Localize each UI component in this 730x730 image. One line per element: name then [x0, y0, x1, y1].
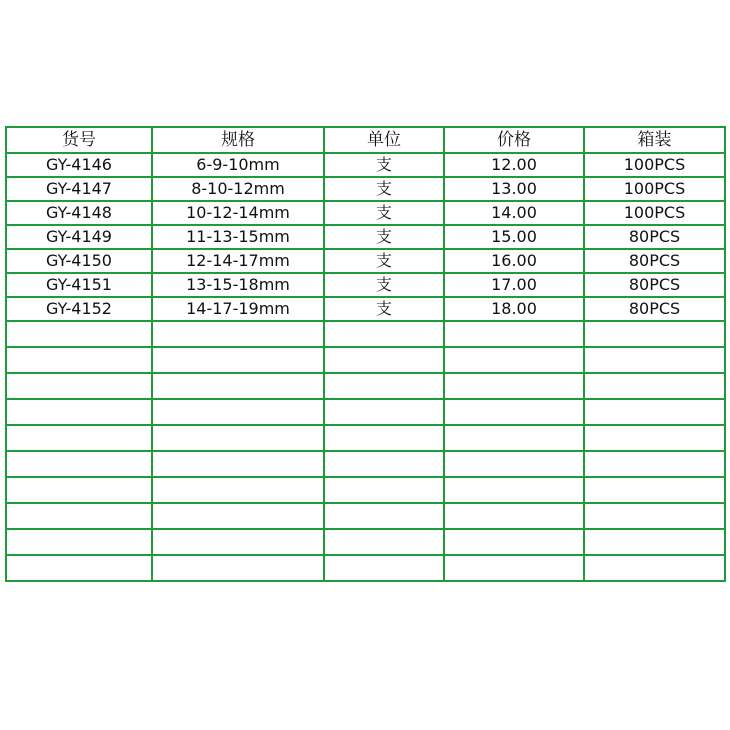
cell-price: 12.00	[444, 153, 584, 177]
cell-item-no: GY-4149	[6, 225, 152, 249]
empty-row	[6, 321, 725, 347]
cell-item-no: GY-4147	[6, 177, 152, 201]
empty-row	[6, 425, 725, 451]
empty-cell	[444, 373, 584, 399]
empty-cell	[444, 503, 584, 529]
empty-cell	[584, 477, 725, 503]
empty-cell	[584, 503, 725, 529]
empty-cell	[584, 425, 725, 451]
empty-cell	[584, 555, 725, 581]
empty-cell	[324, 425, 444, 451]
header-item-no: 货号	[6, 127, 152, 153]
cell-carton: 80PCS	[584, 225, 725, 249]
cell-unit: 支	[324, 153, 444, 177]
empty-cell	[584, 347, 725, 373]
empty-cell	[6, 425, 152, 451]
empty-row	[6, 399, 725, 425]
empty-cell	[324, 503, 444, 529]
cell-spec: 10-12-14mm	[152, 201, 324, 225]
cell-price: 15.00	[444, 225, 584, 249]
empty-row	[6, 347, 725, 373]
cell-unit: 支	[324, 249, 444, 273]
empty-cell	[324, 373, 444, 399]
empty-cell	[152, 399, 324, 425]
empty-cell	[6, 451, 152, 477]
empty-cell	[6, 399, 152, 425]
empty-cell	[444, 451, 584, 477]
cell-price: 17.00	[444, 273, 584, 297]
empty-cell	[444, 399, 584, 425]
table-row	[6, 273, 725, 297]
cell-price: 18.00	[444, 297, 584, 321]
table-row	[6, 297, 725, 321]
empty-cell	[152, 373, 324, 399]
empty-cell	[444, 425, 584, 451]
cell-carton: 100PCS	[584, 153, 725, 177]
header-spec: 规格	[152, 127, 324, 153]
cell-spec: 13-15-18mm	[152, 273, 324, 297]
cell-unit: 支	[324, 225, 444, 249]
empty-cell	[152, 555, 324, 581]
empty-cell	[6, 373, 152, 399]
empty-row	[6, 503, 725, 529]
cell-carton: 100PCS	[584, 177, 725, 201]
empty-cell	[152, 347, 324, 373]
empty-cell	[6, 347, 152, 373]
empty-cell	[584, 399, 725, 425]
header-row	[6, 127, 725, 153]
empty-cell	[324, 477, 444, 503]
empty-cell	[324, 555, 444, 581]
empty-cell	[444, 529, 584, 555]
cell-spec: 12-14-17mm	[152, 249, 324, 273]
cell-spec: 14-17-19mm	[152, 297, 324, 321]
empty-cell	[584, 529, 725, 555]
empty-cell	[584, 373, 725, 399]
cell-price: 16.00	[444, 249, 584, 273]
empty-cell	[444, 347, 584, 373]
empty-cell	[152, 503, 324, 529]
header-carton: 箱装	[584, 127, 725, 153]
empty-cell	[444, 321, 584, 347]
table-row	[6, 225, 725, 249]
cell-price: 14.00	[444, 201, 584, 225]
empty-cell	[6, 503, 152, 529]
cell-spec: 8-10-12mm	[152, 177, 324, 201]
table-row	[6, 153, 725, 177]
empty-cell	[152, 477, 324, 503]
empty-cell	[6, 555, 152, 581]
cell-carton: 100PCS	[584, 201, 725, 225]
cell-item-no: GY-4152	[6, 297, 152, 321]
cell-carton: 80PCS	[584, 297, 725, 321]
price-table	[5, 126, 726, 582]
empty-cell	[324, 451, 444, 477]
cell-unit: 支	[324, 273, 444, 297]
cell-item-no: GY-4146	[6, 153, 152, 177]
empty-cell	[324, 347, 444, 373]
empty-cell	[324, 321, 444, 347]
cell-unit: 支	[324, 297, 444, 321]
empty-row	[6, 477, 725, 503]
cell-carton: 80PCS	[584, 273, 725, 297]
empty-cell	[152, 321, 324, 347]
cell-item-no: GY-4150	[6, 249, 152, 273]
table-row	[6, 201, 725, 225]
empty-row	[6, 373, 725, 399]
empty-cell	[6, 477, 152, 503]
cell-unit: 支	[324, 177, 444, 201]
empty-row	[6, 451, 725, 477]
empty-cell	[444, 555, 584, 581]
empty-cell	[152, 529, 324, 555]
header-price: 价格	[444, 127, 584, 153]
empty-row	[6, 555, 725, 581]
empty-rows	[6, 321, 725, 581]
price-table-container	[5, 126, 724, 582]
empty-cell	[324, 399, 444, 425]
empty-cell	[6, 529, 152, 555]
table-row	[6, 177, 725, 201]
cell-item-no: GY-4151	[6, 273, 152, 297]
empty-cell	[324, 529, 444, 555]
empty-cell	[584, 321, 725, 347]
empty-row	[6, 529, 725, 555]
empty-cell	[444, 477, 584, 503]
cell-unit: 支	[324, 201, 444, 225]
cell-spec: 11-13-15mm	[152, 225, 324, 249]
empty-cell	[152, 451, 324, 477]
empty-cell	[584, 451, 725, 477]
cell-price: 13.00	[444, 177, 584, 201]
empty-cell	[6, 321, 152, 347]
empty-cell	[152, 425, 324, 451]
table-row	[6, 249, 725, 273]
header-unit: 单位	[324, 127, 444, 153]
cell-spec: 6-9-10mm	[152, 153, 324, 177]
cell-carton: 80PCS	[584, 249, 725, 273]
cell-item-no: GY-4148	[6, 201, 152, 225]
